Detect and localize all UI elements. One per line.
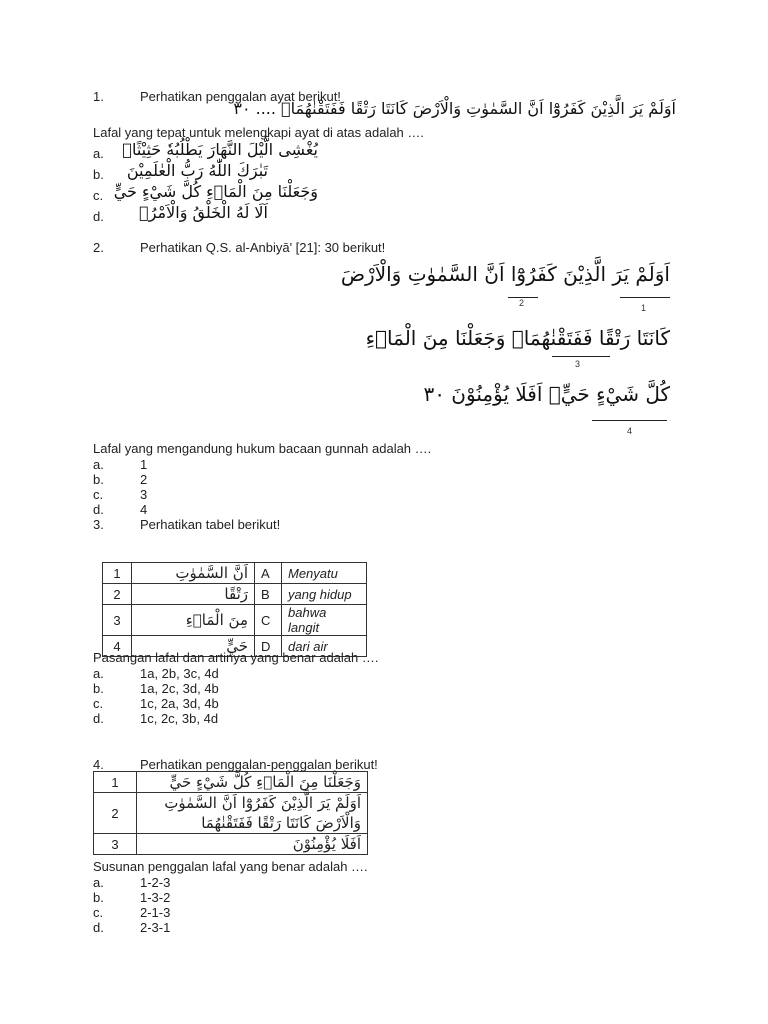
table-cell-letter: D <box>255 636 282 657</box>
table-cell-arabic: رَتْقًا <box>132 584 255 605</box>
table-cell-arabic: مِنَ الْمَاۤءِ <box>132 605 255 636</box>
option-text[interactable]: 2-3-1 <box>140 920 171 935</box>
table-cell-arabic: اَنَّ السَّمٰوٰتِ <box>132 563 255 584</box>
marker-label: 1 <box>641 303 647 313</box>
table-row <box>94 834 368 855</box>
question-prompt: Perhatikan penggalan-penggalan berikut! <box>140 757 378 772</box>
option-text[interactable]: 1-2-3 <box>140 875 171 890</box>
option-arabic[interactable]: وَجَعَلْنَا مِنَ الْمَاۤءِ كُلَّ شَيْءٍ حَيٍّ <box>113 182 318 201</box>
question-text: Susunan penggalan lafal yang benar adalah …. <box>93 859 368 874</box>
question-prompt: Perhatikan penggalan ayat berikut! <box>140 89 341 104</box>
option-text[interactable]: 2-1-3 <box>140 905 171 920</box>
option-text[interactable]: 1-3-2 <box>140 890 171 905</box>
underline-marker-3 <box>552 356 610 357</box>
option-text[interactable]: 3 <box>140 487 148 502</box>
table-row <box>103 563 367 584</box>
marker-label: 2 <box>519 298 525 308</box>
table-cell-number: 3 <box>103 605 132 636</box>
option-label: d. <box>93 209 104 224</box>
table-cell-arabic <box>137 793 368 834</box>
table-row <box>94 793 368 834</box>
table-cell-arabic <box>137 772 368 793</box>
question-text: Lafal yang mengandung hukum bacaan gunnah adalah …. <box>93 441 432 456</box>
option-label: c. <box>93 905 104 920</box>
arabic-verse-line: اَوَلَمْ يَرَ الَّذِيْنَ كَفَرُوْٓا اَنَّ السَّمٰوٰتِ وَالْاَرْضَ <box>340 262 670 286</box>
arabic-verse-line: كُلَّ شَيْءٍ حَيٍّۗ اَفَلَا يُؤْمِنُوْنَ ٣٠ <box>423 382 670 406</box>
option-label: c. <box>93 188 104 203</box>
table-cell-number: 1 <box>94 772 137 793</box>
table-row <box>103 605 367 636</box>
table-cell-letter: A <box>255 563 282 584</box>
option-label: d. <box>93 920 104 935</box>
table-cell-number: 2 <box>94 793 137 834</box>
question-number: 1. <box>93 89 104 104</box>
option-label: c. <box>93 487 104 502</box>
option-label: a. <box>93 875 104 890</box>
option-label: b. <box>93 167 104 182</box>
table-cell-letter: B <box>255 584 282 605</box>
option-label: b. <box>93 681 104 696</box>
marker-label: 3 <box>575 359 581 369</box>
option-text[interactable]: 1a, 2b, 3c, 4d <box>140 666 219 681</box>
option-text[interactable]: 1c, 2a, 3d, 4b <box>140 696 219 711</box>
option-text[interactable]: 4 <box>140 502 148 517</box>
option-text[interactable]: 2 <box>140 472 148 487</box>
option-label: d. <box>93 711 104 726</box>
table-cell-meaning: yang hidup <box>282 584 367 605</box>
underline-marker-1 <box>620 297 670 298</box>
table-cell-number: 1 <box>103 563 132 584</box>
marker-label: 4 <box>627 426 633 436</box>
question-prompt: Perhatikan tabel berikut! <box>140 517 281 532</box>
question-number: 4. <box>93 757 104 772</box>
question-text: Lafal yang tepat untuk melengkapi ayat di atas adalah …. <box>93 125 424 140</box>
table-cell-arabic <box>137 834 368 855</box>
option-label: b. <box>93 890 104 905</box>
option-label: a. <box>93 666 104 681</box>
table-cell-meaning: Menyatu <box>282 563 367 584</box>
option-label: b. <box>93 472 104 487</box>
question-number: 2. <box>93 240 104 255</box>
arabic-fragment: وَالْاَرْضَ كَانَتَا رَتْقًا فَفَتَقْنٰهُمَا <box>201 814 361 832</box>
option-text[interactable]: 1a, 2c, 3d, 4b <box>140 681 219 696</box>
question-number: 3. <box>93 517 104 532</box>
option-arabic[interactable]: يُغْشِى الَّيْلَ النَّهَارَ يَطْلُبُهٗ حَثِيْثًاۙ <box>122 140 318 159</box>
question-prompt: Perhatikan Q.S. al-Anbiyā' [21]: 30 berikut! <box>140 240 386 255</box>
table-cell-number: 2 <box>103 584 132 605</box>
table-row <box>94 772 368 793</box>
question-text: Pasangan lafal dan artinya yang benar adalah …. <box>93 650 379 665</box>
table-row <box>103 584 367 605</box>
option-label: a. <box>93 457 104 472</box>
arabic-fragment: وَجَعَلْنَا مِنَ الْمَاۤءِ كُلَّ شَيْءٍ حَيٍّ <box>169 773 361 791</box>
lafal-meaning-table <box>102 562 367 657</box>
option-label: d. <box>93 502 104 517</box>
table-cell-arabic: حَيٍّ <box>132 636 255 657</box>
table-cell-letter: C <box>255 605 282 636</box>
underline-marker-4 <box>592 420 667 421</box>
table-cell-number: 3 <box>94 834 137 855</box>
option-arabic[interactable]: تَبٰرَكَ اللّٰهُ رَبُّ الْعٰلَمِيْنَ <box>126 161 268 180</box>
table-cell-number: 4 <box>103 636 132 657</box>
arabic-fragment: اَوَلَمْ يَرَ الَّذِيْنَ كَفَرُوْٓا اَنَّ السَّمٰوٰتِ <box>164 794 361 812</box>
arabic-verse: اَوَلَمْ يَرَ الَّذِيْنَ كَفَرُوْٓا اَنَّ السَّمٰوٰتِ وَالْاَرْضَ كَانَتَا رَتْقًا فَفَتَقْنٰهُمَاۗ .... ٣٠ <box>233 99 676 118</box>
arabic-fragment: اَفَلَا يُؤْمِنُوْنَ <box>292 835 361 853</box>
fragment-table <box>93 771 368 855</box>
arabic-verse-line: كَانَتَا رَتْقًا فَفَتَقْنٰهُمَاۗ وَجَعَلْنَا مِنَ الْمَاۤءِ <box>365 326 670 350</box>
option-text[interactable]: 1c, 2c, 3b, 4d <box>140 711 219 726</box>
option-label: c. <box>93 696 104 711</box>
table-cell-meaning: bahwa langit <box>282 605 367 636</box>
option-arabic[interactable]: اَلَا لَهُ الْخَلْقُ وَالْاَمْرُۗ <box>139 203 268 222</box>
option-label: a. <box>93 146 104 161</box>
option-text[interactable]: 1 <box>140 457 148 472</box>
table-cell-meaning: dari air <box>282 636 367 657</box>
